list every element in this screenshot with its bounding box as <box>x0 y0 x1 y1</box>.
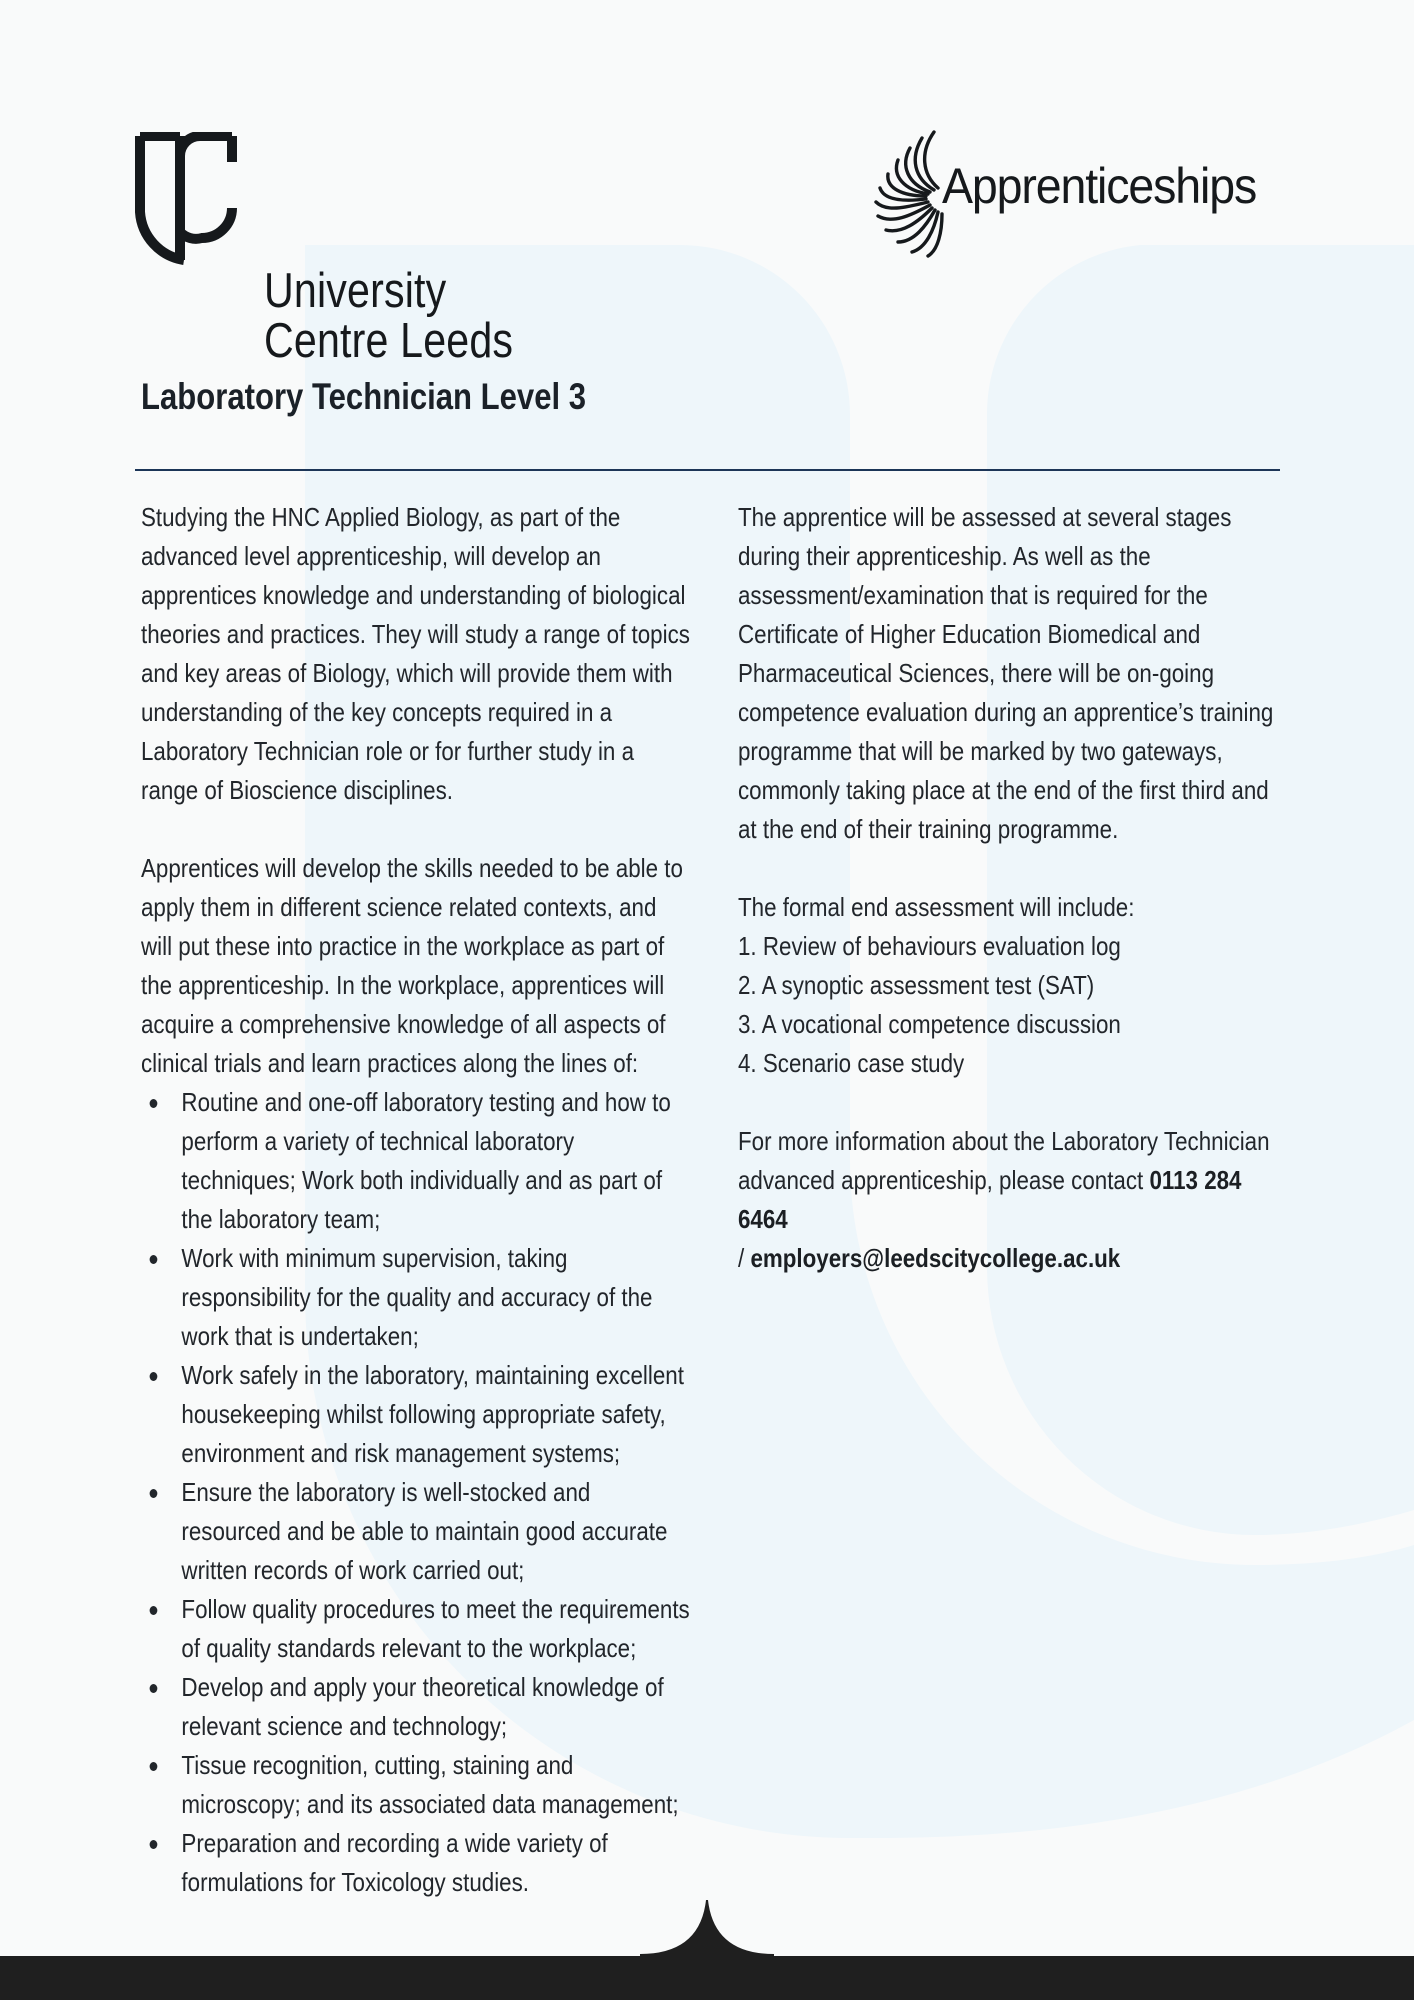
list-item: Work with minimum supervision, taking responsibility for the quality and accuracy of the work that is undertaken; <box>141 1239 691 1356</box>
practices-list <box>141 1083 691 1902</box>
logo-line-centre-leeds: Centre Leeds <box>264 314 514 368</box>
logo-line-university: University <box>264 264 447 318</box>
assessment-item: 3. A vocational competence discussion <box>738 1009 1121 1039</box>
uc-mark-icon <box>132 132 242 268</box>
right-column <box>738 498 1378 1278</box>
apprenticeships-logo <box>872 130 1272 260</box>
assessment-paragraph: The apprentice will be assessed at several stages during their apprenticeship. As well as the assessment/examination that is required for the Certificate of Higher Education Biomedical and Pharmaceutical Sciences, there will be on-going competence evaluation during an apprentice’s training programme that will be marked by two gateways, commonly taking place at the end of the first third and at the end of their training programme. <box>738 502 1274 844</box>
contact-text: For more information about the Laboratory Technician advanced apprenticeship, please contact <box>738 1126 1270 1195</box>
assessment-item: 1. Review of behaviours evaluation log <box>738 931 1121 961</box>
assessment-intro: The formal end assessment will include: <box>738 892 1135 922</box>
assessment-item: 2. A synoptic assessment test (SAT) <box>738 970 1095 1000</box>
contact-phone[interactable]: 0113 284 6464 <box>738 1165 1242 1234</box>
page-title: Laboratory Technician Level 3 <box>141 376 587 417</box>
list-item: Ensure the laboratory is well-stocked and resourced and be able to maintain good accurate written records of work carried out; <box>141 1473 691 1590</box>
title-divider <box>135 469 1280 471</box>
list-item: Preparation and recording a wide variety of formulations for Toxicology studies. <box>141 1824 691 1902</box>
footer-bar <box>0 1956 1414 2000</box>
intro-paragraph: Studying the HNC Applied Biology, as part of the advanced level apprenticeship, will develop an apprentices knowledge and understanding of biological theories and practices. They will study a range of topics and key areas of Biology, which will provide them with understanding of the key concepts required in a Laboratory Technician role or for further study in a range of Bioscience disciplines. <box>141 502 690 805</box>
apprenticeships-wordmark: Apprenticeships <box>942 158 1257 214</box>
list-item: Follow quality procedures to meet the requirements of quality standards relevant to the workplace; <box>141 1590 691 1668</box>
footer-notch-shape <box>640 1896 774 1958</box>
list-item: Work safely in the laboratory, maintaining excellent housekeeping whilst following appropriate safety, environment and risk management systems; <box>141 1356 691 1473</box>
university-centre-leeds-logo <box>132 132 552 368</box>
contact-email[interactable]: employers@leedscitycollege.ac.uk <box>750 1243 1121 1273</box>
contact-paragraph <box>738 1122 1288 1278</box>
list-item: Develop and apply your theoretical knowledge of relevant science and technology; <box>141 1668 691 1746</box>
contact-separator: / <box>738 1243 745 1273</box>
list-item: Tissue recognition, cutting, staining and microscopy; and its associated data management; <box>141 1746 691 1824</box>
list-item: Routine and one-off laboratory testing and how to perform a variety of technical laboratory techniques; Work both individually and as part of the laboratory team; <box>141 1083 691 1239</box>
left-column <box>141 498 781 1902</box>
skills-paragraph: Apprentices will develop the skills needed to be able to apply them in different science related contexts, and will put these into practice in the workplace as part of the apprenticeship. In the workplace, apprentices will acquire a comprehensive knowledge of all aspects of clinical trials and learn practices along the lines of: <box>141 853 683 1078</box>
assessment-item: 4. Scenario case study <box>738 1048 965 1078</box>
